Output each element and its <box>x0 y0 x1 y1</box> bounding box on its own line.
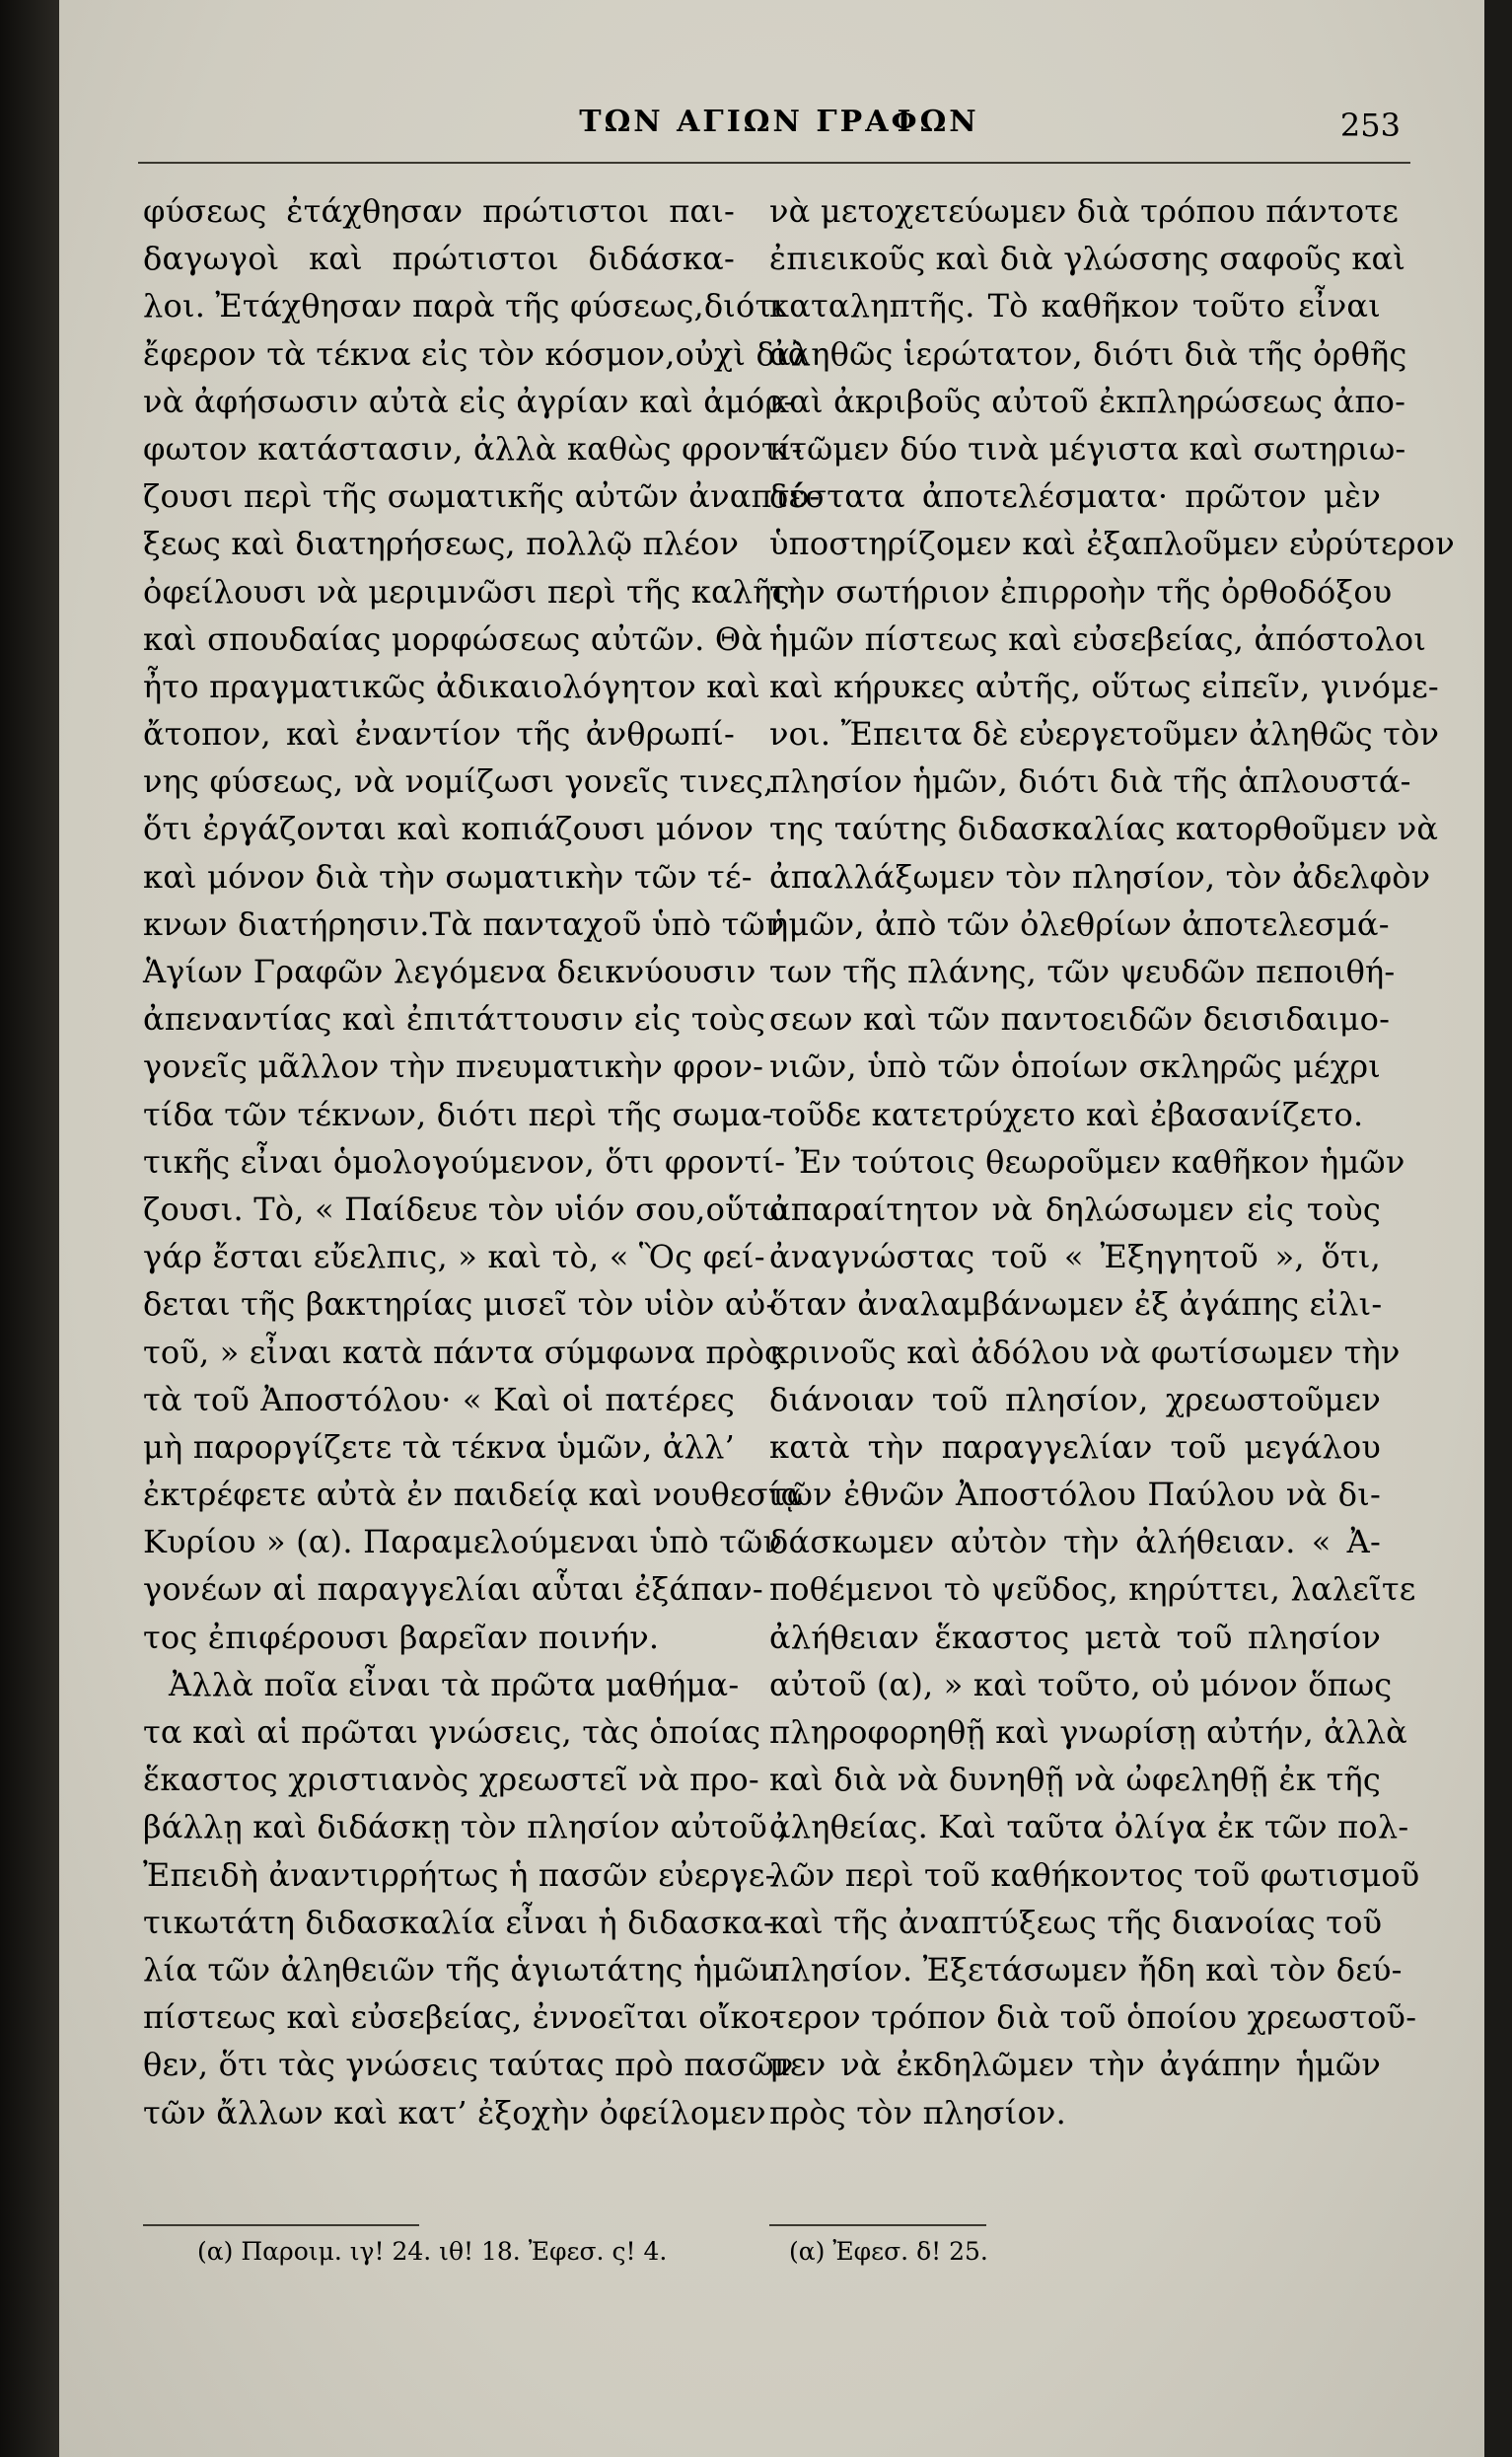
text-line: ἀπεναντίας καὶ ἐπιτάττουσιν εἰς τοὺς <box>143 1000 765 1039</box>
text-line: δέστατα ἀποτελέσματα· πρῶτον μὲν <box>769 477 1381 516</box>
running-head <box>158 99 1401 142</box>
text-line: αὐτοῦ (α), » καὶ τοῦτο, οὐ μόνον ὅπως <box>769 1665 1393 1703</box>
text-line: πρὸς τὸν πλησίον. <box>769 2093 1066 2132</box>
text-line: ἡμῶν, ἀπὸ τῶν ὀλεθρίων ἀποτελεσμά- <box>769 904 1390 943</box>
footnote-rule-right <box>769 2224 986 2226</box>
text-line: ζουσι περὶ τῆς σωματικῆς αὐτῶν ἀναπτύ- <box>143 477 821 516</box>
text-line: ἀπαλλάξωμεν τὸν πλησίον, τὸν ἀδελφὸν <box>769 857 1431 896</box>
text-line: τίδα τῶν τέκνων, διότι περὶ τῆς σωμα- <box>143 1095 773 1133</box>
text-line: της ταύτης διδασκαλίας κατορθοῦμεν νὰ <box>769 810 1439 848</box>
text-line: φύσεως ἐτάχθησαν πρώτιστοι παι- <box>143 192 735 230</box>
text-line: τερον τρόπον διὰ τοῦ ὁποίου χρεωστοῦ- <box>769 1998 1417 2037</box>
text-line: ἀπαραίτητον νὰ δηλώσωμεν εἰς τοὺς <box>769 1190 1381 1228</box>
text-line: κνων διατήρησιν.Τὰ πανταχοῦ ὑπὸ τῶν <box>143 904 785 943</box>
text-line: δάσκωμεν αὐτὸν τὴν ἀλήθειαν. « Ἀ- <box>769 1523 1381 1561</box>
text-line: ὅτι ἐργάζονται καὶ κοπιάζουσι μόνον <box>143 810 755 848</box>
text-line: ὀφείλουσι νὰ μεριμνῶσι περὶ τῆς καλῆς <box>143 572 790 611</box>
text-line: τικωτάτη διδασκαλία εἶναι ἡ διδασκα- <box>143 1903 774 1941</box>
text-line: θεν, ὅτι τὰς γνώσεις ταύτας πρὸ πασῶν <box>143 2046 794 2084</box>
text-line: τὴν σωτήριον ἐπιρροὴν τῆς ὀρθοδόξου <box>769 572 1393 611</box>
text-line: πληροφορηθῇ καὶ γνωρίσῃ αὐτήν, ἀλλὰ <box>769 1713 1407 1751</box>
book-binding-shadow <box>0 0 59 2457</box>
text-line: νης φύσεως, νὰ νομίζωσι γονεῖς τινες, <box>143 762 774 801</box>
text-line: κρινοῦς καὶ ἀδόλου νὰ φωτίσωμεν τὴν <box>769 1333 1401 1371</box>
text-line: Ἐν τούτοις θεωροῦμεν καθῆκον ἡμῶν <box>795 1142 1405 1181</box>
text-line: καὶ σπουδαίας μορφώσεως αὐτῶν. Θὰ <box>143 619 763 658</box>
text-line: πλησίον. Ἐξετάσωμεν ἤδη καὶ τὸν δεύ- <box>769 1950 1403 1988</box>
text-line: κτῶμεν δύο τινὰ μέγιστα καὶ σωτηριω- <box>769 429 1406 468</box>
text-line: γονεῖς μᾶλλον τὴν πνευματικὴν φρον- <box>143 1048 764 1086</box>
text-line: ἐπιεικοῦς καὶ διὰ γλώσσης σαφοῦς καὶ <box>769 240 1406 278</box>
text-line: τοῦδε κατετρύχετο καὶ ἐβασανίζετο. <box>769 1095 1364 1133</box>
text-line: καὶ τῆς ἀναπτύξεως τῆς διανοίας τοῦ <box>769 1903 1383 1941</box>
text-line: καταληπτῆς. Τὸ καθῆκον τοῦτο εἶναι <box>769 287 1381 325</box>
text-line: ἦτο πραγματικῶς ἀδικαιολόγητον καὶ <box>143 667 760 705</box>
text-line: τικῆς εἶναι ὁμολογούμενον, ὅτι φροντί- <box>143 1142 786 1181</box>
text-line: τὰ τοῦ Ἀποστόλου· « Καὶ οἱ πατέρες <box>143 1380 735 1418</box>
text-line: ἀλήθειαν ἕκαστος μετὰ τοῦ πλησίον <box>769 1618 1381 1656</box>
text-line: ζουσι. Τὸ, « Παίδευε τὸν υἱόν σου,οὕτω <box>143 1190 788 1228</box>
text-line: καὶ διὰ νὰ δυνηθῇ νὰ ὠφεληθῇ ἐκ τῆς <box>769 1761 1381 1799</box>
text-line: λοι. Ἐτάχθησαν παρὰ τῆς φύσεως,διότι <box>143 287 786 325</box>
text-line: κατὰ τὴν παραγγελίαν τοῦ μεγάλου <box>769 1427 1381 1466</box>
text-line: ἀναγνώστας τοῦ « Ἐξηγητοῦ », ὅτι, <box>769 1238 1381 1276</box>
text-line: μεν νὰ ἐκδηλῶμεν τὴν ἀγάπην ἡμῶν <box>769 2046 1381 2084</box>
text-line: ἀληθῶς ἱερώτατον, διότι διὰ τῆς ὀρθῆς <box>769 334 1407 373</box>
text-line: ὅταν ἀναλαμβάνωμεν ἐξ ἀγάπης εἰλι- <box>769 1285 1383 1324</box>
text-line: τῶν ἄλλων καὶ κατ’ ἐξοχὴν ὀφείλομεν <box>143 2093 766 2132</box>
text-line: ἄτοπον, καὶ ἐναντίον τῆς ἀνθρωπί- <box>143 715 735 754</box>
left-text-column <box>143 187 821 2136</box>
text-line: ἐκτρέφετε αὐτὰ ἐν παιδείᾳ καὶ νουθεσίᾳ <box>143 1476 803 1514</box>
text-line: νὰ μετοχετεύωμεν διὰ τρόπου πάντοτε <box>769 192 1400 230</box>
text-line: τος ἐπιφέρουσι βαρεῖαν ποινήν. <box>143 1618 660 1656</box>
text-line: νοι. Ἔπειτα δὲ εὐεργετοῦμεν ἀληθῶς τὸν <box>769 715 1440 754</box>
text-line: βάλλῃ καὶ διδάσκῃ τὸν πλησίον αὐτοῦ ; <box>143 1808 789 1846</box>
text-line: λῶν περὶ τοῦ καθήκοντος τοῦ φωτισμοῦ <box>769 1855 1420 1894</box>
text-line: Ἐπειδὴ ἀναντιρρήτως ἡ πασῶν εὐεργε- <box>143 1855 776 1894</box>
footnote-right: (α) Ἐφεσ. δ! 25. <box>789 2237 988 2266</box>
text-line: τῶν ἐθνῶν Ἀποστόλου Παύλου νὰ δι- <box>769 1476 1381 1514</box>
text-line: Ἀλλὰ ποῖα εἶναι τὰ πρῶτα μαθήμα- <box>169 1665 740 1703</box>
page-number: 253 <box>1339 107 1401 144</box>
text-line: φωτον κατάστασιν, ἀλλὰ καθὼς φροντί- <box>143 429 803 468</box>
text-line: των τῆς πλάνης, τῶν ψευδῶν πεποιθή- <box>769 953 1396 990</box>
text-line: ποθέμενοι τὸ ψεῦδος, κηρύττει, λαλεῖτε <box>769 1570 1416 1609</box>
text-line: γάρ ἔσται εὔελπις, » καὶ τὸ, « Ὃς φεί- <box>143 1238 765 1276</box>
text-line: Κυρίου » (α). Παραμελούμεναι ὑπὸ τῶν <box>143 1523 783 1561</box>
text-line: Ἁγίων Γραφῶν λεγόμενα δεικνύουσιν <box>143 953 756 990</box>
text-line: δεται τῆς βακτηρίας μισεῖ τὸν υἱὸν αὐ- <box>143 1285 777 1324</box>
text-line: τοῦ, » εἶναι κατὰ πάντα σύμφωνα πρὸς <box>143 1333 783 1371</box>
footnote-left: (α) Παροιμ. ιγ! 24. ιθ! 18. Ἐφεσ. ς! 4. <box>197 2237 668 2266</box>
text-line: ἔφερον τὰ τέκνα εἰς τὸν κόσμον,οὐχὶ διὰ <box>143 334 810 373</box>
footnote-rule-left <box>143 2224 419 2226</box>
text-line: ἡμῶν πίστεως καὶ εὐσεβείας, ἀπόστολοι <box>769 619 1427 658</box>
running-title: ΤΩΝ ΑΓΙΩΝ ΓΡΑΦΩΝ <box>579 105 979 139</box>
header-rule <box>138 162 1410 164</box>
text-line: διάνοιαν τοῦ πλησίον, χρεωστοῦμεν <box>769 1380 1381 1418</box>
text-line: γονέων αἱ παραγγελίαι αὗται ἐξάπαν- <box>143 1570 763 1609</box>
text-line: ἕκαστος χριστιανὸς χρεωστεῖ νὰ προ- <box>143 1761 759 1799</box>
text-line: ὑποστηρίζομεν καὶ ἐξαπλοῦμεν εὐρύτερον <box>769 525 1455 563</box>
text-line: πίστεως καὶ εὐσεβείας, ἐννοεῖται οἴκο- <box>143 1998 781 2037</box>
right-text-column <box>769 187 1455 2136</box>
text-line: καὶ μόνον διὰ τὴν σωματικὴν τῶν τέ- <box>143 857 753 896</box>
text-line: δαγωγοὶ καὶ πρώτιστοι διδάσκα- <box>143 240 735 278</box>
text-line: λία τῶν ἀληθειῶν τῆς ἁγιωτάτης ἡμῶν <box>143 1950 779 1988</box>
text-line: τα καὶ αἱ πρῶται γνώσεις, τὰς ὁποίας <box>143 1713 761 1751</box>
text-line: νὰ ἀφήσωσιν αὐτὰ εἰς ἀγρίαν καὶ ἀμόρ- <box>143 382 795 420</box>
text-line: σεων καὶ τῶν παντοειδῶν δεισιδαιμο- <box>769 1000 1391 1039</box>
text-line: καὶ κήρυκες αὐτῆς, οὕτως εἰπεῖν, γινόμε- <box>769 667 1439 705</box>
text-line: ξεως καὶ διατηρήσεως, πολλῷ πλέον <box>143 525 740 563</box>
text-line: καὶ ἀκριβοῦς αὐτοῦ ἐκπληρώσεως ἀπο- <box>769 382 1406 420</box>
text-line: μὴ παροργίζετε τὰ τέκνα ὑμῶν, ἀλλ’ <box>143 1427 736 1466</box>
text-line: πλησίον ἡμῶν, διότι διὰ τῆς ἁπλουστά- <box>769 762 1411 801</box>
text-line: ἀληθείας. Καὶ ταῦτα ὀλίγα ἐκ τῶν πολ- <box>769 1808 1409 1846</box>
text-line: νιῶν, ὑπὸ τῶν ὁποίων σκληρῶς μέχρι <box>769 1048 1381 1086</box>
